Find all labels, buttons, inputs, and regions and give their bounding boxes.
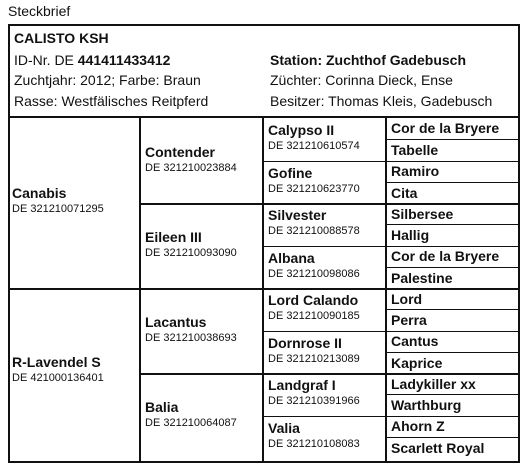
great-grandparent-name: Lord Calando [268,292,359,308]
great-grandparent-reg: DE 321210213089 [268,353,360,365]
grandparent-name: Eileen III [145,229,202,245]
horse-year-color: Zuchtjahr: 2012; Farbe: Braun [14,72,201,88]
great-great-grandparent: Cor de la Bryere [391,120,500,136]
horse-id-number: 441411433412 [77,52,171,68]
great-great-grandparent: Kaprice [391,355,443,371]
great-grandparent-name: Dornrose II [268,335,342,351]
great-great-grandparent: Cita [391,185,418,201]
grandparent-name: Balia [145,399,179,415]
grandparent [145,144,237,175]
great-grandparent-name: Gofine [268,165,313,181]
great-great-grandparent: Ahorn Z [391,418,445,434]
great-grandparent-name: Valia [268,420,300,436]
document-title: Steckbrief [8,3,71,19]
great-grandparent [268,207,360,238]
sire-name: Canabis [12,185,67,201]
grandparent [145,229,237,260]
great-grandparent-name: Silvester [268,207,327,223]
great-great-grandparent: Cor de la Bryere [391,248,500,264]
great-great-grandparent: Lord [391,291,423,307]
great-grandparent-name: Calypso II [268,122,335,138]
great-great-grandparent: Ramiro [391,163,440,179]
great-grandparent [268,335,360,366]
great-grandparent-reg: DE 321210098086 [268,268,360,280]
dam-reg: DE 421000136401 [12,372,104,384]
great-grandparent [268,250,360,281]
great-grandparent [268,165,360,196]
horse-breed: Rasse: Westfälisches Reitpferd [14,93,209,109]
great-great-grandparent: Ladykiller xx [391,376,476,392]
grandparent [145,314,237,345]
horse-owner: Besitzer: Thomas Kleis, Gadebusch [270,93,493,109]
horse-id [14,52,170,68]
great-great-grandparent: Perra [391,312,427,328]
great-grandparent-name: Landgraf I [268,377,336,393]
great-great-grandparent: Hallig [391,227,430,243]
horse-breeder: Züchter: Corinna Dieck, Ense [270,72,453,88]
great-grandparent-reg: DE 321210623770 [268,183,360,195]
sire [12,185,104,216]
great-grandparent [268,420,360,451]
horse-station: Station: Zuchthof Gadebusch [270,52,466,68]
great-great-grandparent: Warthburg [391,397,462,413]
great-grandparent [268,122,360,153]
great-grandparent-name: Albana [268,250,315,266]
horse-info-box [8,24,520,118]
great-great-grandparent: Palestine [391,270,453,286]
dam [12,354,104,385]
grandparent-reg: DE 321210064087 [145,417,237,429]
great-grandparent-reg: DE 321210391966 [268,395,360,407]
great-grandparent-reg: DE 321210108083 [268,438,360,450]
great-grandparent-reg: DE 321210090185 [268,310,360,322]
sire-reg: DE 321210071295 [12,203,104,215]
grandparent [145,399,237,430]
great-great-grandparent: Scarlett Royal [391,440,485,456]
grandparent-reg: DE 321210038693 [145,332,237,344]
horse-name: CALISTO KSH [14,30,109,46]
grandparent-name: Lacantus [145,314,207,330]
pedigree-table [8,118,520,463]
horse-id-prefix: ID-Nr. DE [14,52,78,68]
great-great-grandparent: Tabelle [391,142,439,158]
great-great-grandparent: Cantus [391,333,439,349]
great-grandparent-reg: DE 321210610574 [268,140,360,152]
dam-name: R-Lavendel S [12,354,101,370]
grandparent-name: Contender [145,144,215,160]
grandparent-reg: DE 321210023884 [145,162,237,174]
grandparent-reg: DE 321210093090 [145,247,237,259]
great-grandparent-reg: DE 321210088578 [268,225,360,237]
great-grandparent [268,377,360,408]
great-grandparent [268,292,360,323]
great-great-grandparent: Silbersee [391,206,454,222]
